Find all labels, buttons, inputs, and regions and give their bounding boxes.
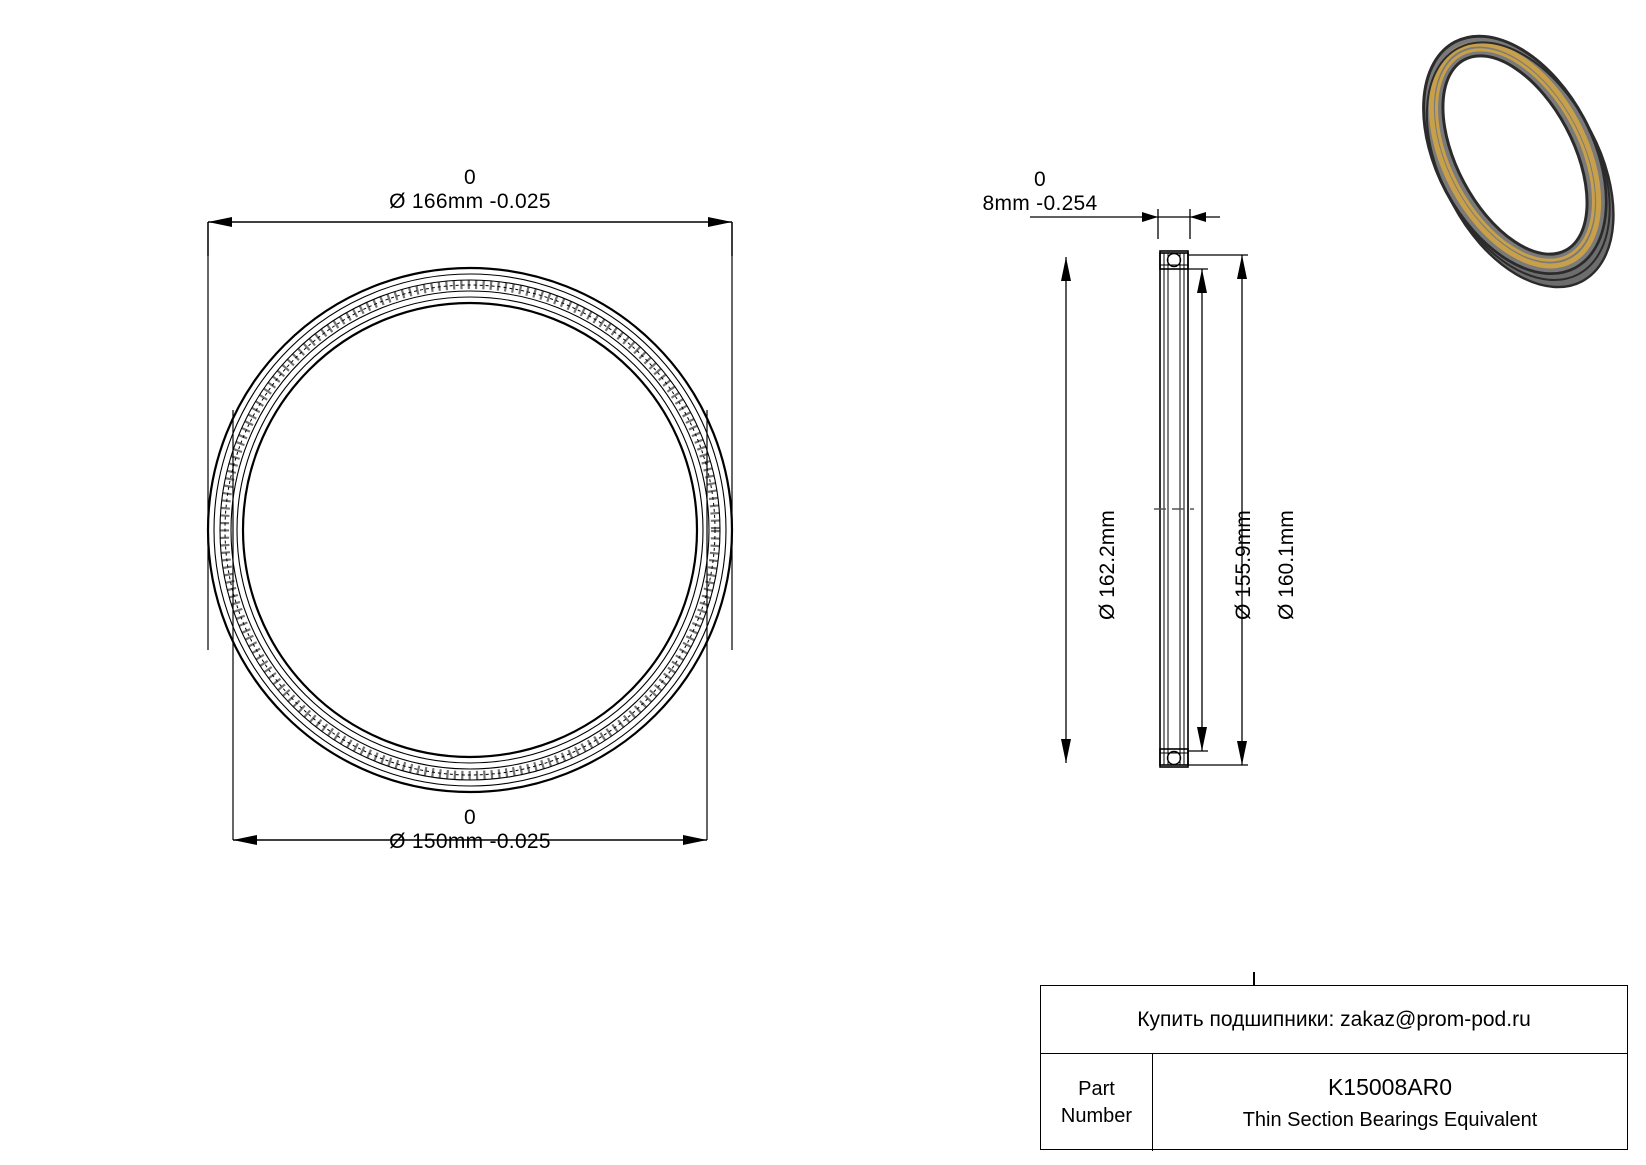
- arrow-left-top: [208, 217, 232, 227]
- front-outer-diameter-dim: [200, 166, 740, 214]
- section-width-label: 8mm -0.254: [982, 192, 1098, 215]
- title-block-tick: [1253, 972, 1255, 986]
- bearing-ring-geometry: [208, 268, 732, 792]
- part-number-label: [1041, 1054, 1153, 1151]
- arrow-width-left: [1142, 212, 1158, 222]
- front-inner-diameter-dim: [200, 806, 740, 854]
- part-row: [1041, 1054, 1627, 1151]
- dim-155-9-line: [1188, 269, 1208, 751]
- section-width-dim: [940, 168, 1140, 216]
- arrow-1601-bottom: [1237, 741, 1247, 765]
- front-outer-dim-label: Ø 166mm -0.025: [389, 190, 551, 213]
- section-dia-155-9-label: Ø 155.9mm: [1232, 510, 1255, 620]
- arrow-right-top: [708, 217, 732, 227]
- front-outer-tolerance-top: 0: [464, 166, 476, 189]
- part-subtitle-text: Thin Section Bearings Equivalent: [1242, 1108, 1538, 1131]
- arrow-1622-bottom: [1061, 739, 1071, 763]
- section-view-svg: [1030, 195, 1350, 815]
- part-label-line2: Number: [1060, 1104, 1133, 1127]
- section-width-tolerance-top: 0: [1034, 168, 1046, 191]
- front-inner-tolerance-top: 0: [464, 806, 476, 829]
- section-body: [1154, 251, 1194, 767]
- section-dia-160-1-label: Ø 160.1mm: [1275, 510, 1298, 620]
- contact-text: Купить подшипники: zakaz@prom-pod.ru: [1137, 1007, 1531, 1031]
- arrow-1622-top: [1061, 257, 1071, 281]
- arrow-1559-top: [1197, 269, 1207, 293]
- contact-row: [1041, 986, 1627, 1054]
- front-inner-dim-label: Ø 150mm -0.025: [389, 830, 551, 853]
- arrow-1559-bottom: [1197, 727, 1207, 751]
- section-dia-162-2-label: Ø 162.2mm: [1096, 510, 1119, 620]
- part-label-line1: Part: [1078, 1077, 1115, 1100]
- front-top-dimension-line: [208, 222, 732, 256]
- part-number-value: [1153, 1054, 1627, 1151]
- front-view-svg: [180, 180, 760, 880]
- part-number-text: K15008AR0: [1327, 1073, 1453, 1100]
- title-block: [1040, 985, 1628, 1150]
- extension-lines: [208, 222, 732, 840]
- arrow-width-right: [1190, 212, 1206, 222]
- isometric-bearing-view: [1400, 10, 1630, 300]
- arrow-1601-top: [1237, 255, 1247, 279]
